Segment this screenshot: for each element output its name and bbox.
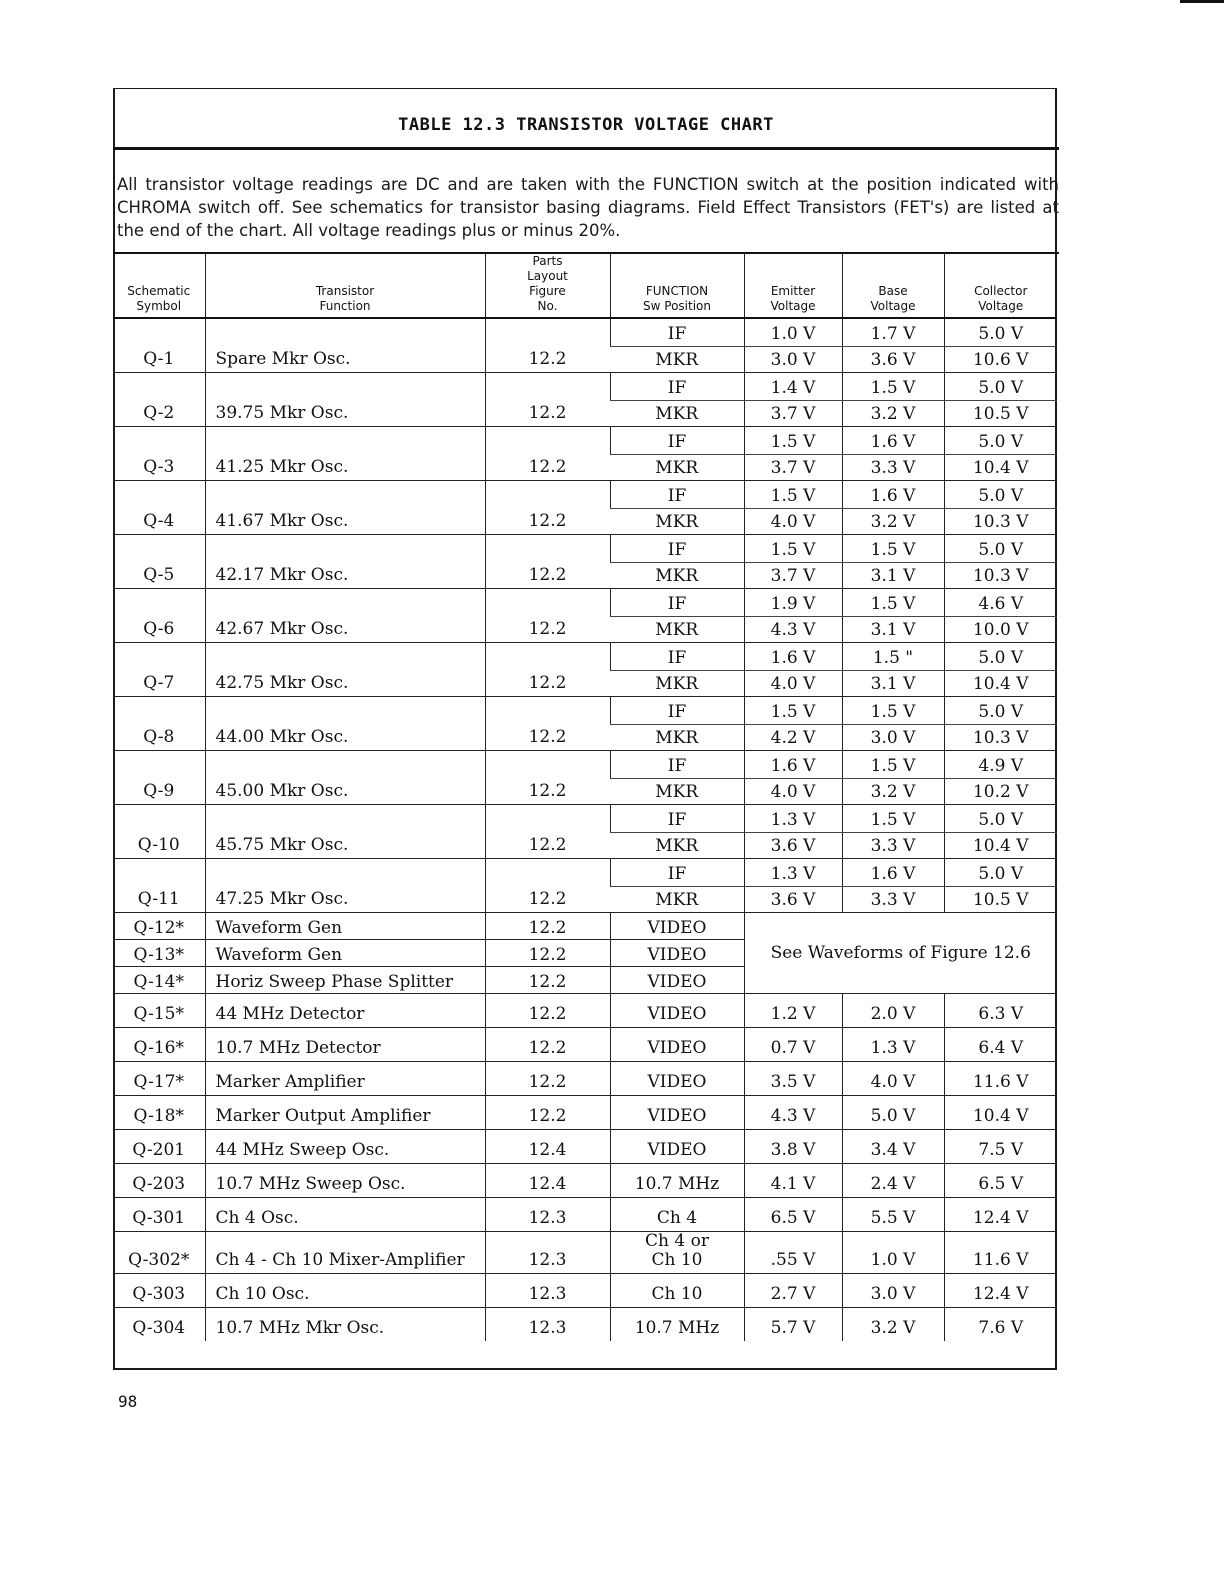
switch-position: IF [610,535,744,563]
base-voltage: 3.3 V [842,833,944,859]
schematic-symbol: Q-303 [113,1274,205,1308]
collector-voltage: 4.6 V [944,589,1057,617]
figure-number: 12.2 [485,481,610,535]
switch-position: VIDEO [610,1130,744,1164]
switch-position: VIDEO [610,967,744,994]
emitter-voltage: 1.5 V [744,535,842,563]
transistor-function: Marker Output Amplifier [205,1096,485,1130]
table-row [113,994,1057,1028]
figure-number: 12.2 [485,859,610,913]
collector-voltage: 10.5 V [944,887,1057,913]
switch-position: MKR [655,620,699,640]
collector-voltage: 5.0 V [944,373,1057,401]
schematic-symbol: Q-6 [113,589,205,643]
table-row [113,481,1057,509]
base-voltage: 2.4 V [842,1164,944,1198]
waveform-note: See Waveforms of Figure 12.6 [744,913,1057,994]
schematic-symbol: Q-3 [113,427,205,481]
collector-voltage: 5.0 V [944,859,1057,887]
collector-voltage: 10.6 V [944,347,1057,373]
emitter-voltage: 4.0 V [744,671,842,697]
collector-voltage: 10.4 V [944,833,1057,859]
collector-voltage: 7.5 V [944,1130,1057,1164]
emitter-voltage: 1.3 V [744,805,842,833]
header-figure: Parts Layout Figure No. [485,254,610,318]
table-row [113,1130,1057,1164]
base-voltage: 3.4 V [842,1130,944,1164]
emitter-voltage: 3.7 V [744,563,842,589]
figure-number: 12.2 [485,1096,610,1130]
base-voltage: 1.5 V [842,535,944,563]
figure-number: 12.2 [485,535,610,589]
header-row [113,254,1057,318]
switch-position: MKR [655,836,699,856]
base-voltage: 4.0 V [842,1062,944,1096]
figure-number: 12.2 [485,940,610,967]
transistor-function: 47.25 Mkr Osc. [205,859,485,913]
switch-position: IF [610,859,744,887]
emitter-voltage: 3.0 V [744,347,842,373]
switch-position: MKR [655,566,699,586]
collector-voltage: 10.4 V [944,671,1057,697]
emitter-voltage: 1.5 V [744,481,842,509]
emitter-voltage: 3.7 V [744,455,842,481]
schematic-symbol: Q-5 [113,535,205,589]
table-row [113,913,1057,940]
switch-position: Ch 10 [610,1274,744,1308]
emitter-voltage: 1.9 V [744,589,842,617]
switch-position: IF [610,373,744,401]
collector-voltage: 6.4 V [944,1028,1057,1062]
figure-number: 12.4 [485,1164,610,1198]
figure-number: 12.2 [485,427,610,481]
switch-position: IF [610,589,744,617]
figure-number: 12.3 [485,1308,610,1342]
emitter-voltage: 5.7 V [744,1308,842,1342]
collector-voltage: 5.0 V [944,427,1057,455]
base-voltage: 5.0 V [842,1096,944,1130]
table-row [113,1096,1057,1130]
table-row [113,1062,1057,1096]
switch-position: MKR [655,782,699,802]
schematic-symbol: Q-304 [113,1308,205,1342]
emitter-voltage: 2.7 V [744,1274,842,1308]
schematic-symbol: Q-2 [113,373,205,427]
table-row [113,697,1057,725]
table-row [113,643,1057,671]
base-voltage: 3.1 V [842,617,944,643]
figure-number: 12.2 [485,318,610,373]
table-row [113,373,1057,401]
emitter-voltage: .55 V [744,1232,842,1274]
base-voltage: 1.5 V [842,373,944,401]
transistor-function: 44 MHz Sweep Osc. [205,1130,485,1164]
schematic-symbol: Q-16* [113,1028,205,1062]
switch-position [610,1232,744,1274]
collector-voltage: 7.6 V [944,1308,1057,1342]
collector-voltage: 10.0 V [944,617,1057,643]
switch-position: MKR [655,458,699,478]
emitter-voltage: 1.4 V [744,373,842,401]
switch-position: MKR [655,728,699,748]
switch-position: VIDEO [610,994,744,1028]
collector-voltage: 5.0 V [944,643,1057,671]
figure-number: 12.2 [485,643,610,697]
base-voltage: 1.6 V [842,859,944,887]
schematic-symbol: Q-14* [113,967,205,994]
figure-number: 12.2 [485,805,610,859]
collector-voltage: 11.6 V [944,1062,1057,1096]
intro-paragraph: All transistor voltage readings are DC and are taken with the FUNCTION switch at the position indicated with CHROMA switch off. See schematics for transistor basing diagrams. Field Effect Transistors (FET's) are listed at the end of the chart. All voltage readings plus or minus 20%. [117,175,1059,240]
collector-voltage: 5.0 V [944,481,1057,509]
schematic-symbol: Q-8 [113,697,205,751]
transistor-function: 44.00 Mkr Osc. [205,697,485,751]
schematic-symbol: Q-13* [113,940,205,967]
transistor-function: Marker Amplifier [205,1062,485,1096]
transistor-function: 10.7 MHz Sweep Osc. [205,1164,485,1198]
base-voltage: 3.2 V [842,509,944,535]
table-row [113,535,1057,563]
emitter-voltage: 3.6 V [744,833,842,859]
header-symbol: Schematic Symbol [113,254,205,318]
switch-position: MKR [655,674,699,694]
collector-voltage: 11.6 V [944,1232,1057,1274]
base-voltage: 1.7 V [842,318,944,347]
switch-position: MKR [655,350,699,370]
collector-voltage: 4.9 V [944,751,1057,779]
switch-position: IF [610,427,744,455]
collector-voltage: 10.2 V [944,779,1057,805]
table-row [113,1198,1057,1232]
base-voltage: 1.5 " [842,643,944,671]
schematic-symbol: Q-7 [113,643,205,697]
schematic-symbol: Q-203 [113,1164,205,1198]
schematic-symbol: Q-201 [113,1130,205,1164]
transistor-function: 42.67 Mkr Osc. [205,589,485,643]
switch-position: MKR [655,404,699,424]
switch-position: VIDEO [610,913,744,940]
figure-number: 12.2 [485,697,610,751]
schematic-symbol: Q-15* [113,994,205,1028]
switch-position: IF [610,697,744,725]
schematic-symbol: Q-302* [113,1232,205,1274]
figure-number: 12.3 [485,1274,610,1308]
table-row [113,1274,1057,1308]
base-voltage: 1.3 V [842,1028,944,1062]
table-title: TABLE 12.3 TRANSISTOR VOLTAGE CHART [398,115,774,135]
schematic-symbol: Q-10 [113,805,205,859]
base-voltage: 1.6 V [842,427,944,455]
base-voltage: 1.5 V [842,751,944,779]
collector-voltage: 5.0 V [944,535,1057,563]
transistor-function: 44 MHz Detector [205,994,485,1028]
emitter-voltage: 1.5 V [744,697,842,725]
schematic-symbol: Q-17* [113,1062,205,1096]
emitter-voltage: 3.8 V [744,1130,842,1164]
base-voltage: 3.2 V [842,779,944,805]
switch-position: 10.7 MHz [610,1164,744,1198]
table-row [113,589,1057,617]
figure-number: 12.2 [485,913,610,940]
collector-voltage: 5.0 V [944,805,1057,833]
base-voltage: 3.3 V [842,455,944,481]
switch-position: VIDEO [610,1096,744,1130]
edge-mark [1180,0,1224,3]
emitter-voltage: 3.6 V [744,887,842,913]
switch-position: IF [610,805,744,833]
switch-position: VIDEO [610,1062,744,1096]
figure-number: 12.2 [485,967,610,994]
transistor-function: Spare Mkr Osc. [205,318,485,373]
table-row [113,751,1057,779]
switch-position: IF [610,318,744,347]
transistor-function: Waveform Gen [205,913,485,940]
figure-number: 12.3 [485,1232,610,1274]
position-line: Ch 10 [651,1250,703,1270]
switch-position: MKR [655,512,699,532]
header-emitter: Emitter Voltage [744,254,842,318]
switch-position: IF [610,751,744,779]
transistor-function: Ch 4 - Ch 10 Mixer-Amplifier [205,1232,485,1274]
base-voltage: 2.0 V [842,994,944,1028]
transistor-function: 42.75 Mkr Osc. [205,643,485,697]
base-voltage: 1.5 V [842,589,944,617]
emitter-voltage: 1.0 V [744,318,842,347]
figure-number: 12.2 [485,373,610,427]
voltage-table [113,254,1057,1341]
base-voltage: 3.1 V [842,563,944,589]
schematic-symbol: Q-12* [113,913,205,940]
base-voltage: 3.0 V [842,725,944,751]
page-number: 98 [118,1392,138,1411]
figure-number: 12.3 [485,1198,610,1232]
collector-voltage: 10.4 V [944,455,1057,481]
figure-number: 12.2 [485,1062,610,1096]
emitter-voltage: 1.2 V [744,994,842,1028]
collector-voltage: 10.4 V [944,1096,1057,1130]
table-body [113,318,1057,1341]
transistor-function: 45.00 Mkr Osc. [205,751,485,805]
emitter-voltage: 1.5 V [744,427,842,455]
switch-position: VIDEO [610,940,744,967]
transistor-function: Ch 10 Osc. [205,1274,485,1308]
transistor-function: 10.7 MHz Detector [205,1028,485,1062]
base-voltage: 5.5 V [842,1198,944,1232]
base-voltage: 1.5 V [842,697,944,725]
emitter-voltage: 1.6 V [744,751,842,779]
schematic-symbol: Q-9 [113,751,205,805]
collector-voltage: 5.0 V [944,697,1057,725]
figure-number: 12.2 [485,1028,610,1062]
emitter-voltage: 4.3 V [744,1096,842,1130]
schematic-symbol: Q-18* [113,1096,205,1130]
base-voltage: 3.2 V [842,1308,944,1342]
base-voltage: 3.6 V [842,347,944,373]
figure-number: 12.2 [485,589,610,643]
collector-voltage: 12.4 V [944,1198,1057,1232]
emitter-voltage: 0.7 V [744,1028,842,1062]
table-row [113,1308,1057,1342]
emitter-voltage: 3.5 V [744,1062,842,1096]
base-voltage: 3.1 V [842,671,944,697]
transistor-function: 45.75 Mkr Osc. [205,805,485,859]
emitter-voltage: 4.1 V [744,1164,842,1198]
emitter-voltage: 3.7 V [744,401,842,427]
header-function: Transistor Function [205,254,485,318]
table-row [113,1232,1057,1274]
schematic-symbol: Q-1 [113,318,205,373]
base-voltage: 1.5 V [842,805,944,833]
emitter-voltage: 4.0 V [744,779,842,805]
base-voltage: 3.2 V [842,401,944,427]
collector-voltage: 6.5 V [944,1164,1057,1198]
transistor-function: 41.67 Mkr Osc. [205,481,485,535]
table-row [113,805,1057,833]
switch-position: VIDEO [610,1028,744,1062]
collector-voltage: 10.3 V [944,563,1057,589]
transistor-function: 39.75 Mkr Osc. [205,373,485,427]
collector-voltage: 10.5 V [944,401,1057,427]
base-voltage: 1.6 V [842,481,944,509]
collector-voltage: 10.3 V [944,725,1057,751]
emitter-voltage: 1.6 V [744,643,842,671]
figure-number: 12.4 [485,1130,610,1164]
figure-number: 12.2 [485,994,610,1028]
emitter-voltage: 4.0 V [744,509,842,535]
base-voltage: 3.0 V [842,1274,944,1308]
switch-position: 10.7 MHz [610,1308,744,1342]
switch-position: MKR [655,890,699,910]
switch-position: IF [610,481,744,509]
emitter-voltage: 1.3 V [744,859,842,887]
base-voltage: 3.3 V [842,887,944,913]
transistor-function: 41.25 Mkr Osc. [205,427,485,481]
switch-position: IF [610,643,744,671]
transistor-function: 10.7 MHz Mkr Osc. [205,1308,485,1342]
switch-position: Ch 4 [610,1198,744,1232]
collector-voltage: 12.4 V [944,1274,1057,1308]
title-box [113,88,1059,150]
schematic-symbol: Q-301 [113,1198,205,1232]
transistor-function: Horiz Sweep Phase Splitter [205,967,485,994]
header-position: FUNCTION Sw Position [610,254,744,318]
table-row [113,1028,1057,1062]
schematic-symbol: Q-11 [113,859,205,913]
position-line: Ch 4 or [645,1231,709,1251]
transistor-function: 42.17 Mkr Osc. [205,535,485,589]
collector-voltage: 5.0 V [944,318,1057,347]
table-row [113,1164,1057,1198]
schematic-symbol: Q-4 [113,481,205,535]
header-base: Base Voltage [842,254,944,318]
base-voltage: 1.0 V [842,1232,944,1274]
table-row [113,318,1057,347]
header-collector: Collector Voltage [944,254,1057,318]
emitter-voltage: 4.2 V [744,725,842,751]
emitter-voltage: 6.5 V [744,1198,842,1232]
figure-number: 12.2 [485,751,610,805]
collector-voltage: 6.3 V [944,994,1057,1028]
transistor-function: Ch 4 Osc. [205,1198,485,1232]
emitter-voltage: 4.3 V [744,617,842,643]
table-row [113,427,1057,455]
collector-voltage: 10.3 V [944,509,1057,535]
table-row [113,859,1057,887]
transistor-function: Waveform Gen [205,940,485,967]
